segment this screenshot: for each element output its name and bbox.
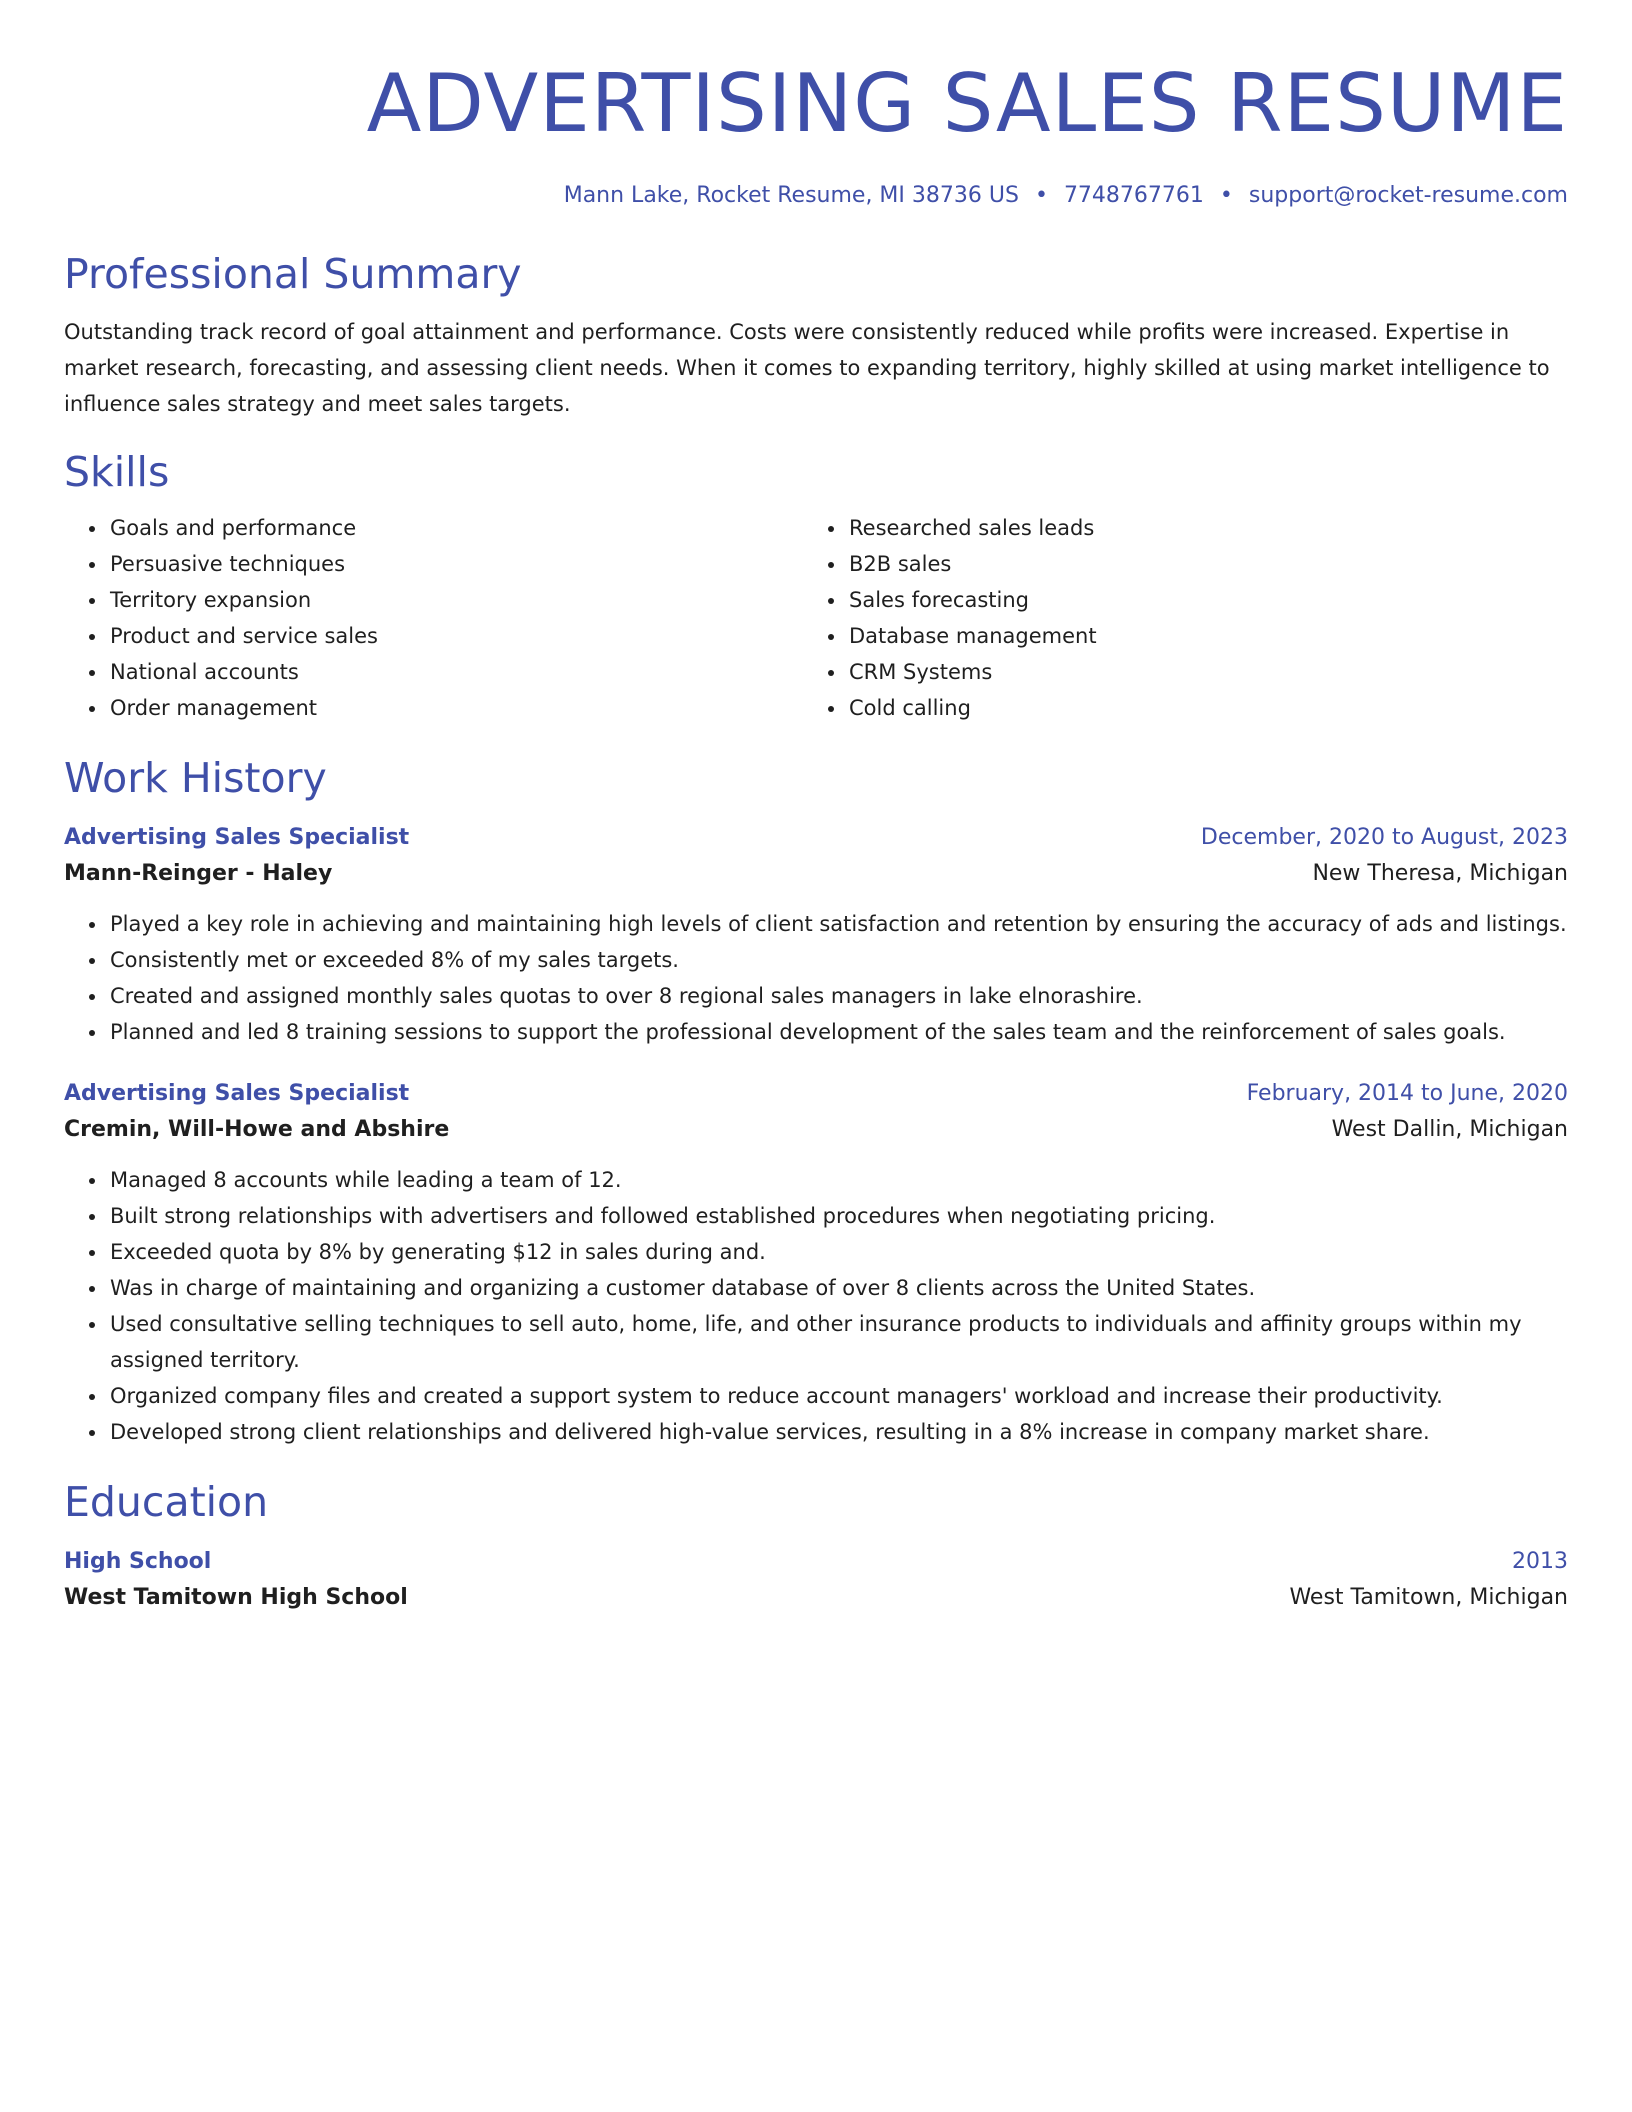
- education-header: [64, 1544, 1568, 1580]
- work-heading: Work History: [64, 754, 327, 802]
- contact-line: [64, 180, 1568, 212]
- job-bullet: • Built strong relationships with advertisers and followed established procedures when negotiating pricing.: [108, 1198, 1568, 1234]
- job-company: Cremin, Will-Howe and Abshire: [64, 1117, 450, 1142]
- contact-email: support@rocket-resume.com: [1248, 183, 1568, 208]
- work-section: [64, 752, 1568, 1450]
- job-bullet: • Created and assigned monthly sales quotas to over 8 regional sales managers in lake elnorashire.: [108, 978, 1568, 1014]
- skills-list-left: [64, 510, 803, 726]
- job-bullet: • Planned and led 8 training sessions to support the professional development of the sales team and the reinforcement of sales goals.: [108, 1014, 1568, 1050]
- skills-columns: [64, 510, 1568, 726]
- job-entry: [64, 1076, 1568, 1450]
- job-entry: [64, 820, 1568, 1050]
- job-bullet: • Exceeded quota by 8% by generating $12 in sales during and.: [108, 1234, 1568, 1270]
- job-company: Mann-Reinger - Haley: [64, 861, 333, 886]
- separator-dot: •: [1034, 183, 1048, 208]
- job-subheader: [64, 1112, 1568, 1148]
- summary-heading: Professional Summary: [64, 250, 522, 298]
- job-bullet: • Was in charge of maintaining and organizing a customer database of over 8 clients across the United States.: [108, 1270, 1568, 1306]
- skill-item: • Product and service sales: [108, 618, 803, 654]
- job-role: Advertising Sales Specialist: [64, 1081, 410, 1106]
- job-bullet: • Consistently met or exceeded 8% of my sales targets.: [108, 942, 1568, 978]
- job-bullets: [64, 1162, 1568, 1450]
- contact-phone: 7748767761: [1063, 183, 1204, 208]
- job-dates: February, 2014 to June, 2020: [1246, 1081, 1568, 1106]
- education-degree: High School: [64, 1549, 212, 1574]
- education-subheader: [64, 1580, 1568, 1616]
- education-year: 2013: [1512, 1549, 1568, 1574]
- skill-item: • National accounts: [108, 654, 803, 690]
- job-subheader: [64, 856, 1568, 892]
- job-dates: December, 2020 to August, 2023: [1200, 825, 1568, 850]
- skill-item: • Researched sales leads: [847, 510, 1542, 546]
- skill-item: • B2B sales: [847, 546, 1542, 582]
- job-location: New Theresa, Michigan: [1312, 861, 1568, 886]
- skill-item: • Goals and performance: [108, 510, 803, 546]
- education-location: West Tamitown, Michigan: [1289, 1585, 1568, 1610]
- summary-text: Outstanding track record of goal attainment and performance. Costs were consistently reduced while profits were increased. Expertise in market research, forecasting, and assessing client needs. When it comes to expanding territory, highly skilled at using market intelligence to influence sales strategy and meet sales targets.: [64, 320, 1550, 416]
- job-bullet: • Developed strong client relationships and delivered high-value services, resulting in a 8% increase in company market share.: [108, 1414, 1568, 1450]
- job-bullet: • Played a key role in achieving and maintaining high levels of client satisfaction and retention by ensuring the accuracy of ads and listings.: [108, 906, 1568, 942]
- skill-item: • Territory expansion: [108, 582, 803, 618]
- separator-dot: •: [1219, 183, 1233, 208]
- education-section: [64, 1476, 1568, 1616]
- skills-section: [64, 446, 1568, 726]
- skill-item: • Order management: [108, 690, 803, 726]
- job-bullet: • Managed 8 accounts while leading a team of 12.: [108, 1162, 1568, 1198]
- resume-title: ADVERTISING SALES RESUME: [366, 57, 1568, 150]
- job-role: Advertising Sales Specialist: [64, 825, 410, 850]
- job-header: [64, 820, 1568, 856]
- education-school: West Tamitown High School: [64, 1585, 408, 1610]
- skill-item: • Sales forecasting: [847, 582, 1542, 618]
- job-location: West Dallin, Michigan: [1331, 1117, 1568, 1142]
- skill-item: • Persuasive techniques: [108, 546, 803, 582]
- job-bullet: • Organized company files and created a support system to reduce account managers' workload and increase their productivity.: [108, 1378, 1568, 1414]
- skills-heading: Skills: [64, 448, 170, 496]
- job-header: [64, 1076, 1568, 1112]
- summary-section: [64, 248, 1568, 422]
- skill-item: • Cold calling: [847, 690, 1542, 726]
- education-heading: Education: [64, 1478, 269, 1526]
- job-bullets: [64, 906, 1568, 1050]
- contact-address: Mann Lake, Rocket Resume, MI 38736 US: [563, 183, 1019, 208]
- job-bullet: • Used consultative selling techniques to sell auto, home, life, and other insurance products to individuals and affinity groups within my assigned territory.: [108, 1306, 1568, 1378]
- skills-list-right: [803, 510, 1542, 726]
- skill-item: • CRM Systems: [847, 654, 1542, 690]
- education-entry: [64, 1544, 1568, 1616]
- skill-item: • Database management: [847, 618, 1542, 654]
